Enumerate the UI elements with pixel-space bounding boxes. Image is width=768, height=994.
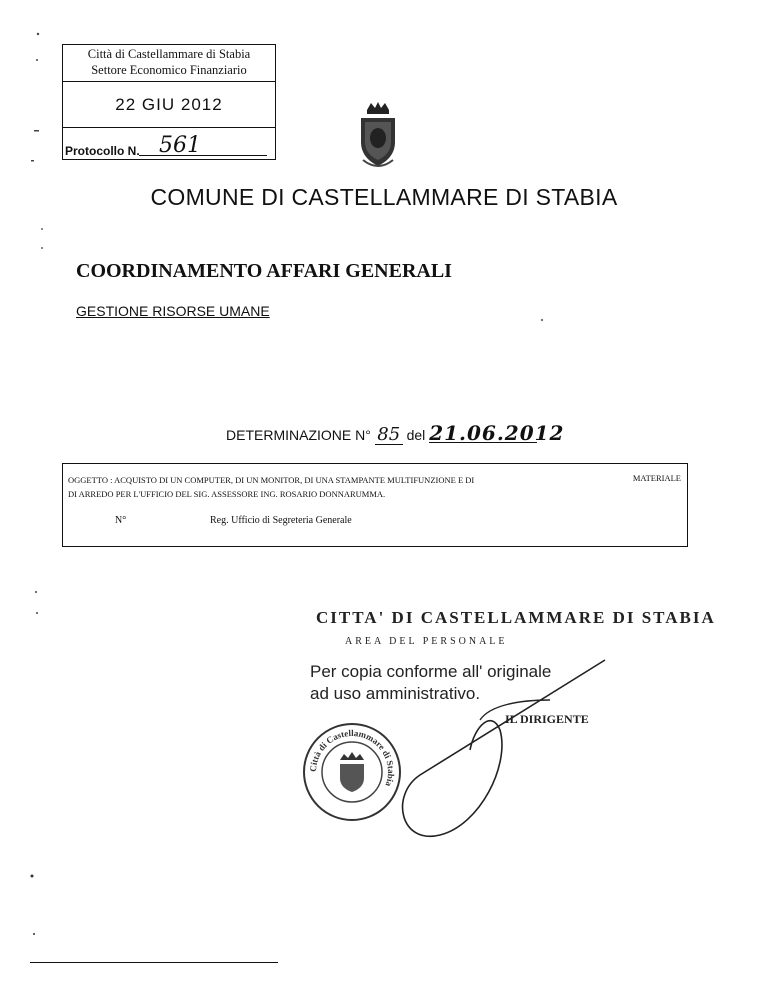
protocol-city: Città di Castellammare di Stabia <box>87 47 251 61</box>
subject-line-1: OGGETTO : ACQUISTO DI UN COMPUTER, DI UN MONITOR, DI UNA STAMPANTE MULTIFUNZIONE E DI <box>68 475 475 485</box>
register-number-label: N° <box>115 515 127 526</box>
certification-stamp-area: AREA DEL PERSONALE <box>345 636 508 647</box>
municipality-title: COMUNE DI CASTELLAMMARE DI STABIA <box>150 184 618 210</box>
determinazione-date-handwritten: 21.06.2012 <box>429 421 565 445</box>
subject-extra-word: MATERIALE <box>632 473 681 483</box>
department-title: COORDINAMENTO AFFARI GENERALI <box>76 260 452 282</box>
protocol-header <box>63 45 275 82</box>
footer-rule <box>30 962 278 963</box>
certified-copy-line-2: ad uso amministrativo. <box>310 684 481 703</box>
subject-line-2: DI ARREDO PER L'UFFICIO DEL SIG. ASSESSORE ING. ROSARIO DONNARUMMA. <box>68 489 386 499</box>
municipal-crest-icon <box>355 100 401 170</box>
protocol-label: Protocollo N. <box>65 144 140 158</box>
certified-copy-line-1: Per copia conforme all' originale <box>310 662 552 681</box>
protocol-number-row <box>63 128 275 162</box>
register-office-label: Reg. Ufficio di Segreteria Generale <box>210 515 352 526</box>
certification-stamp-city: CITTA' DI CASTELLAMMARE DI STABIA <box>316 608 716 627</box>
office-subtitle: GESTIONE RISORSE UMANE <box>76 303 270 319</box>
seal-text: Città di Castellammare di Stabia <box>307 727 397 788</box>
determinazione-line <box>226 421 565 445</box>
determinazione-number-handwritten: 85 <box>375 426 403 445</box>
handwritten-signature-icon <box>380 655 610 855</box>
protocol-date-stamp: 22 GIU 2012 <box>63 82 275 128</box>
protocol-sector: Settore Economico Finanziario <box>91 63 247 77</box>
protocol-stamp-box <box>62 44 276 160</box>
protocol-number-handwritten: 561 <box>159 133 201 158</box>
determinazione-label: DETERMINAZIONE N° <box>226 427 371 443</box>
subject-box <box>62 463 688 547</box>
subject-text <box>68 473 628 501</box>
del-label: del <box>406 427 426 443</box>
signer-title: IL DIRIGENTE <box>505 712 589 726</box>
